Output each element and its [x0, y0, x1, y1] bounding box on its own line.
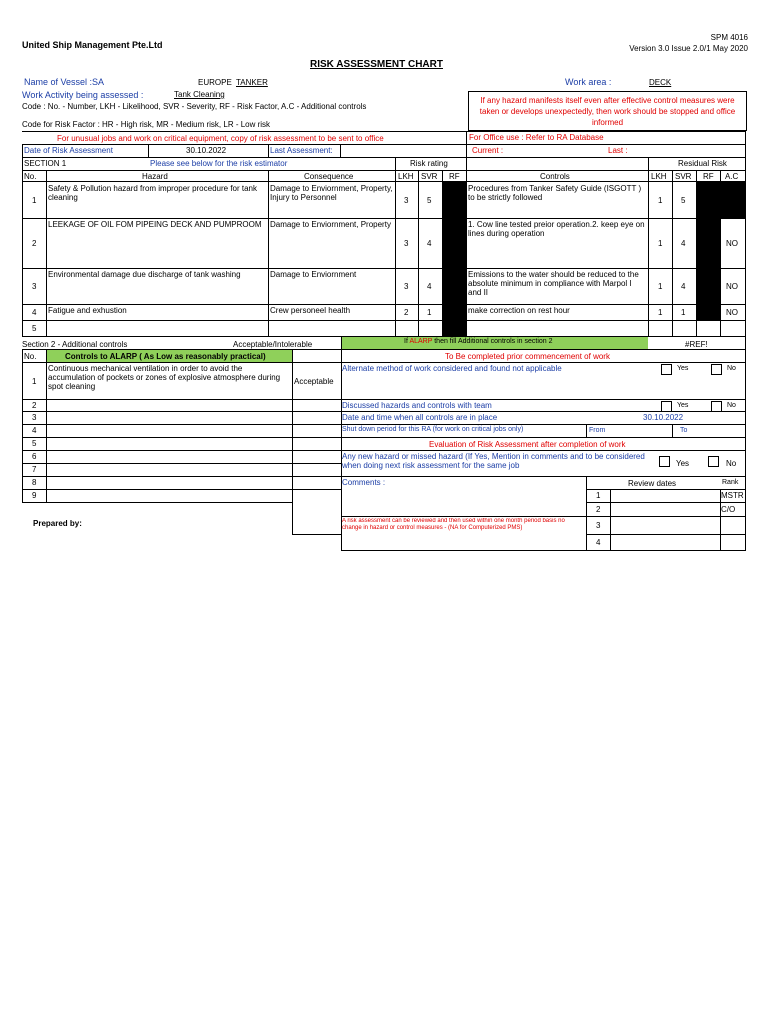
discussed-no-checkbox[interactable] — [711, 401, 722, 412]
new-hazard-yes-checkbox[interactable] — [659, 456, 670, 467]
risk-estimator-note: Please see below for the risk estimator — [150, 159, 288, 168]
hazard-notice-box — [468, 91, 747, 131]
consequence-cell: Crew personeel health — [270, 306, 351, 315]
new-hazard-no-checkbox[interactable] — [708, 456, 719, 467]
date-of-ra-value: 30.10.2022 — [186, 146, 227, 155]
ac-cell: NO — [726, 308, 738, 317]
svr-cell: 1 — [427, 308, 432, 317]
col-no: No. — [24, 172, 37, 181]
svr-cell: 5 — [427, 196, 432, 205]
col-lkh: LKH — [398, 172, 414, 181]
lkh-cell: 2 — [404, 308, 409, 317]
controls-cell: Procedures from Tanker Safety Guide (ISGOTT ) to be strictly followed — [468, 184, 642, 202]
col-res-svr: SVR — [675, 172, 692, 181]
risk-rating-header: Risk rating — [410, 159, 448, 168]
section2-no-header: No. — [24, 352, 37, 361]
date-time-label: Date and time when all controls are in place — [342, 413, 498, 422]
controls-cell: 1. Cow line tested preior operation.2. keep eye on lines during operation — [468, 220, 645, 238]
review-dates-header: Review dates — [628, 479, 677, 488]
page-title: RISK ASSESSMENT CHART — [310, 59, 443, 70]
ac-cell: NO — [726, 282, 738, 291]
residual-rf-fill — [697, 182, 720, 320]
add-row-no: 7 — [32, 465, 37, 474]
code-legend: Code : No. - Number, LKH - Likelihood, SVR - Severity, RF - Risk Factor, A.C - Additional controls — [22, 102, 367, 111]
section2-label: Section 2 - Additional controls — [22, 340, 128, 349]
work-area-value: DECK — [649, 78, 672, 87]
form-version: Version 3.0 Issue 2.0/1 May 2020 — [629, 44, 748, 53]
review-row-no: 1 — [596, 491, 601, 500]
residual-risk-header: Residual Risk — [678, 159, 727, 168]
discussed-yes-label: Yes — [677, 402, 689, 409]
col-res-rf: RF — [703, 172, 714, 181]
res-lkh-cell: 1 — [658, 282, 663, 291]
prepared-by-label: Prepared by: — [33, 519, 82, 528]
shutdown-from: From — [589, 427, 606, 434]
work-activity-label: Work Activity being assessed : — [22, 90, 144, 100]
alt-method-no-checkbox[interactable] — [711, 364, 722, 375]
vessel-type: TANKER — [236, 78, 268, 87]
review-rank: C/O — [721, 505, 736, 514]
res-lkh-cell: 1 — [658, 308, 663, 317]
res-lkh-cell: 1 — [658, 239, 663, 248]
risk-factor-legend: Code for Risk Factor : HR - High risk, MR - Medium risk, LR - Low risk — [22, 120, 271, 129]
discussed-text: Discussed hazards and controls with team — [342, 401, 492, 410]
review-rank: MSTR — [721, 491, 744, 500]
add-status-cell: Acceptable — [294, 377, 334, 386]
add-row-no: 5 — [32, 439, 37, 448]
res-svr-cell: 4 — [681, 282, 686, 291]
review-row-no: 3 — [596, 521, 601, 530]
controls-cell: Emissions to the water should be reduced to the absolute minimum in compliance with Marpol I and II — [468, 270, 639, 297]
consequence-cell: Damage to Enviornment, Property — [270, 220, 391, 229]
acceptable-label: Acceptable/Intolerable — [233, 340, 313, 349]
add-row-no: 9 — [32, 491, 37, 500]
row-no: 1 — [32, 196, 37, 205]
last-assessment-label: Last Assessment: — [270, 146, 333, 155]
office-use-note: For Office use : Refer to RA Database — [469, 133, 604, 142]
col-rf: RF — [449, 172, 460, 181]
res-lkh-cell: 1 — [658, 196, 663, 205]
col-consequence: Consequence — [304, 172, 354, 181]
col-ac: A.C — [725, 172, 739, 181]
company-name: United Ship Management Pte.Ltd — [22, 40, 163, 50]
discussed-yes-checkbox[interactable] — [661, 401, 672, 412]
date-time-value: 30.10.2022 — [643, 413, 684, 422]
ac-fill — [721, 182, 745, 218]
row-no: 2 — [32, 239, 37, 248]
alt-method-yes-checkbox[interactable] — [661, 364, 672, 375]
svr-cell: 4 — [427, 239, 432, 248]
rf-fill — [443, 182, 466, 336]
row-no: 4 — [32, 308, 37, 317]
col-res-lkh: LKH — [651, 172, 667, 181]
current-label: Current : — [472, 146, 504, 155]
date-of-ra-label: Date of Risk Assessment — [24, 146, 113, 155]
consequence-cell: Damage to Enviornment — [270, 270, 357, 279]
col-controls: Controls — [540, 172, 570, 181]
unusual-jobs-note: For unusual jobs and work on critical equipment, copy of risk assessment to be sent to office — [57, 134, 384, 143]
to-complete-note: To Be completed prior commencement of work — [445, 352, 610, 361]
consequence-cell: Damage to Enviornment, Property, Injury to Personnel — [270, 184, 393, 202]
review-note: A risk assessment can be reviewed and then used within one month period basis no change in hazard or control measures - (NA for Computerized PMS) — [342, 518, 565, 531]
lkh-cell: 3 — [404, 282, 409, 291]
section1-label: SECTION 1 — [24, 159, 67, 168]
add-row-no: 1 — [32, 377, 37, 386]
last-label: Last : — [608, 146, 628, 155]
svr-cell: 4 — [427, 282, 432, 291]
work-activity-value: Tank Cleaning — [174, 90, 225, 99]
ref-value: #REF! — [685, 340, 708, 349]
review-row-no: 2 — [596, 505, 601, 514]
form-code: SPM 4016 — [710, 33, 748, 42]
alt-method-no-label: No — [727, 365, 736, 372]
comments-label: Comments : — [342, 478, 386, 487]
review-row-no: 4 — [596, 538, 601, 547]
add-row-no: 3 — [32, 413, 37, 422]
new-hazard-text: Any new hazard or missed hazard (If Yes, Mention in comments and to be considered when doing next risk assessment for the same job — [342, 452, 645, 470]
col-svr: SVR — [421, 172, 438, 181]
shutdown-to: To — [680, 427, 688, 434]
add-row-no: 8 — [32, 478, 37, 487]
new-hazard-no-label: No — [726, 459, 737, 468]
lkh-cell: 3 — [404, 239, 409, 248]
evaluation-header: Evaluation of Risk Assessment after completion of work — [429, 440, 626, 449]
alt-method-yes-label: Yes — [677, 365, 689, 372]
controls-cell: make correction on rest hour — [468, 306, 570, 315]
hazard-cell: Fatigue and exhustion — [48, 306, 127, 315]
vessel-name: EUROPE — [198, 78, 232, 87]
hazard-notice-text: If any hazard manifests itself even after effective control measures were taken or develops unexpectedly, then work should be stopped and office informed — [479, 96, 736, 127]
add-row-no: 2 — [32, 401, 37, 410]
alt-method-text: Alternate method of work considered and found not applicable — [342, 364, 562, 373]
alarp-note: If ALARP then fill Additional controls in section 2 — [404, 338, 553, 345]
res-svr-cell: 1 — [681, 308, 686, 317]
res-svr-cell: 4 — [681, 239, 686, 248]
discussed-no-label: No — [727, 402, 736, 409]
add-row-no: 4 — [32, 426, 37, 435]
row-no: 5 — [32, 324, 37, 333]
hazard-cell: Environmental damage due discharge of tank washing — [48, 270, 241, 279]
col-hazard: Hazard — [142, 172, 168, 181]
add-row-no: 6 — [32, 452, 37, 461]
hazard-cell: Safety & Pollution hazard from improper procedure for tank cleaning — [48, 184, 257, 202]
vessel-name-label: Name of Vessel :SA — [24, 77, 105, 87]
add-control-cell: Continuous mechanical ventilation in order to avoid the accumulation of pockets or zones of explosive atmosphere during spot cleaning — [48, 364, 281, 391]
controls-alarp-header: Controls to ALARP ( As Low as reasonably practical) — [65, 352, 266, 361]
hazard-cell: LEEKAGE OF OIL FOM PIPEING DECK AND PUMPROOM — [48, 220, 262, 229]
ac-cell: NO — [726, 239, 738, 248]
lkh-cell: 3 — [404, 196, 409, 205]
rank-header: Rank — [722, 479, 739, 486]
row-no: 3 — [32, 282, 37, 291]
shutdown-text: Shut down period for this RA (for work on critical jobs only) — [342, 426, 524, 433]
work-area-label: Work area : — [565, 77, 612, 87]
res-svr-cell: 5 — [681, 196, 686, 205]
new-hazard-yes-label: Yes — [676, 459, 690, 468]
